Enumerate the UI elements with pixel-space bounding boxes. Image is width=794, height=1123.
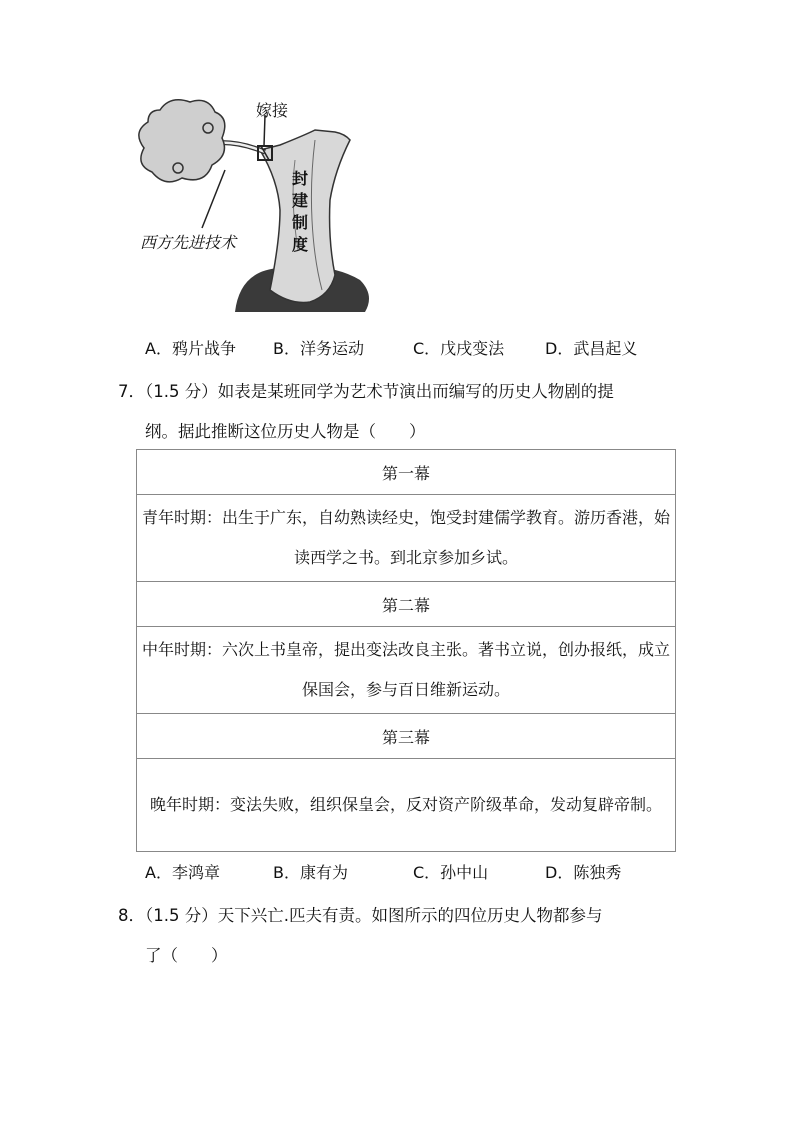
play-outline-table [136,449,676,852]
act-one-heading: 第一幕 [137,450,676,495]
act-three-text: 晚年时期：变法失败，组织保皇会，反对资产阶级革命，发动复辟帝制。 [137,759,676,852]
q7-option-d[interactable]: D．陈独秀 [545,863,622,882]
grafting-illustration [130,90,390,322]
q6-option-a[interactable]: A．鸦片战争 [145,339,236,358]
q7-stem-line1: 7．（1.5 分）如表是某班同学为艺术节演出而编写的历史人物剧的提 [118,382,614,401]
q8-stem-line2: 了（ ） [145,946,228,965]
act-two-text: 中年时期：六次上书皇帝，提出变法改良主张。著书立说，创办报纸，成立保国会，参与百日维新运动。 [137,627,676,714]
q6-option-d[interactable]: D．武昌起义 [545,339,638,358]
q6-option-c[interactable]: C．戊戌变法 [413,339,505,358]
feudal-system-label: 封建制度 [291,169,308,254]
q8-stem-line1: 8．（1.5 分）天下兴亡.匹夫有责。如图所示的四位历史人物都参与 [118,906,603,925]
act-three-heading: 第三幕 [137,714,676,759]
grafting-cartoon [130,90,390,322]
q7-option-a[interactable]: A．李鸿章 [145,863,220,882]
q7-option-c[interactable]: C．孙中山 [413,863,489,882]
q7-option-b[interactable]: B．康有为 [273,863,348,882]
q6-option-b[interactable]: B．洋务运动 [273,339,364,358]
western-technology-label: 西方先进技术 [140,233,237,252]
graft-label: 嫁接 [256,101,289,120]
act-one-text: 青年时期：出生于广东，自幼熟读经史，饱受封建儒学教育。游历香港，始读西学之书。到北京参加乡试。 [137,495,676,582]
act-two-heading: 第二幕 [137,582,676,627]
q7-stem-line2: 纲。据此推断这位历史人物是（ ） [145,422,426,441]
